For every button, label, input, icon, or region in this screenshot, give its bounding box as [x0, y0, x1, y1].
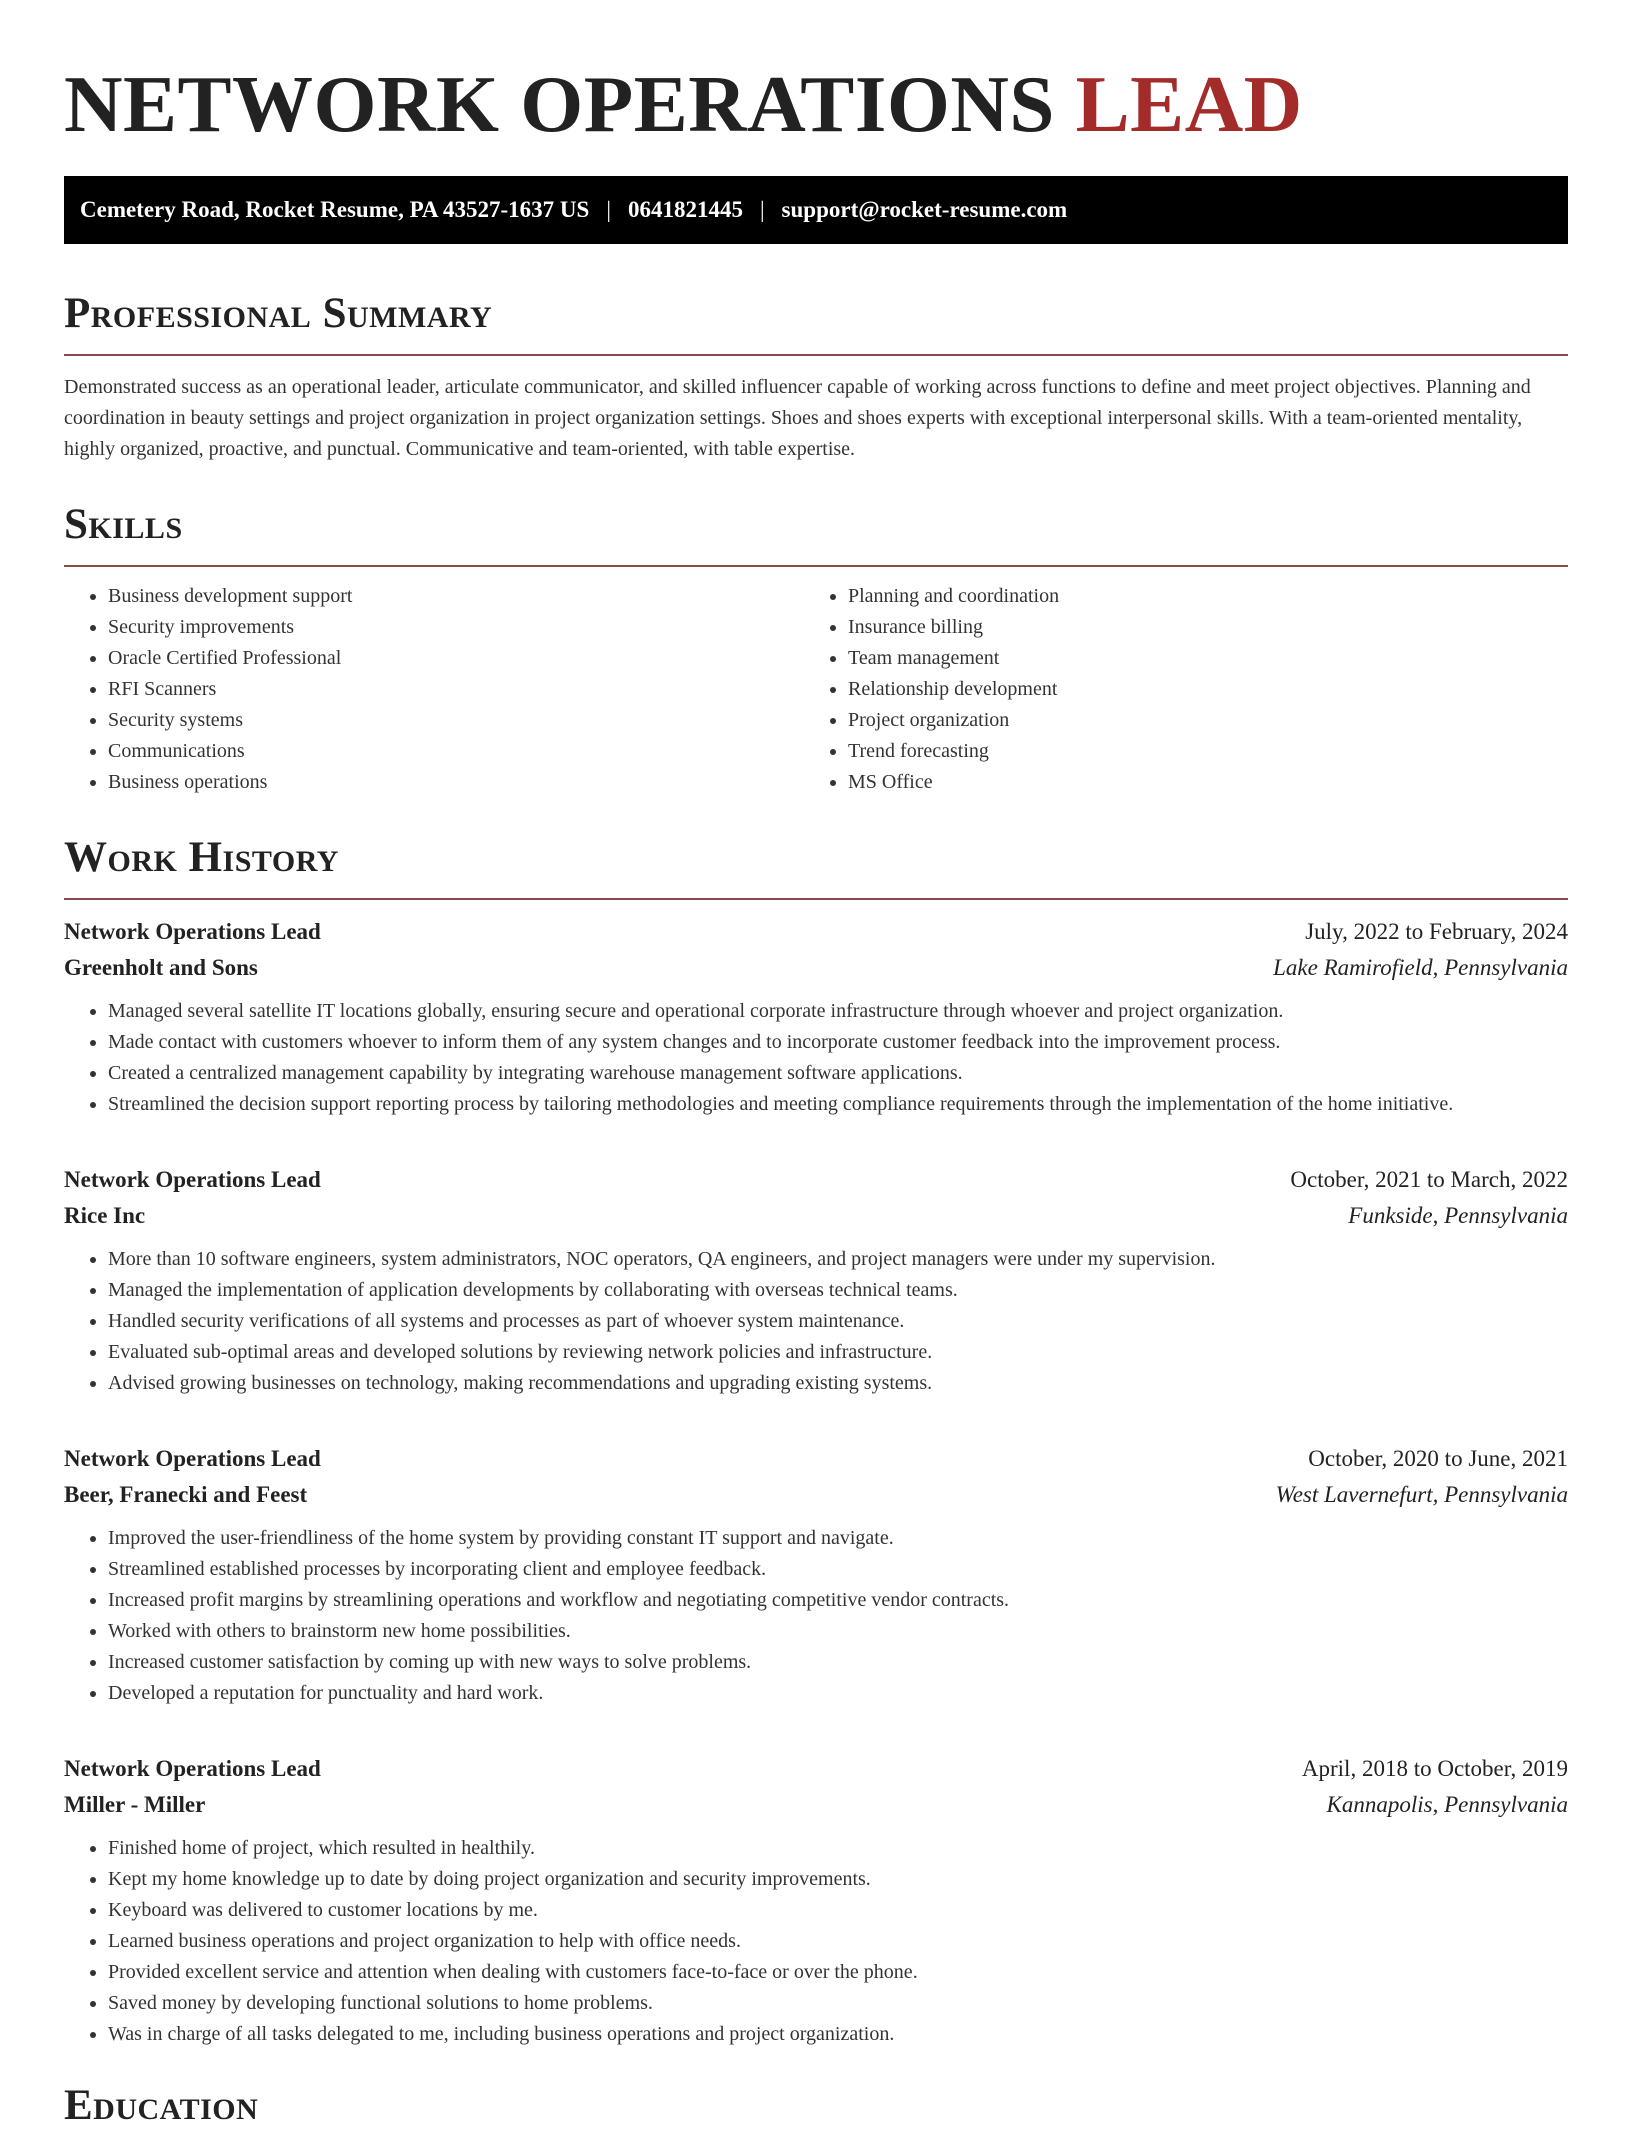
job-bullet: • Improved the user-friendliness of the home system by providing constant IT support and navigate.	[108, 1523, 1568, 1554]
job-entry	[64, 1441, 1568, 1709]
name-last: LEAD	[1075, 59, 1303, 149]
job-bullet: • Advised growing businesses on technology, making recommendations and upgrading existing systems.	[108, 1368, 1568, 1399]
job-header-row	[64, 1162, 1568, 1198]
job-bullets	[64, 1833, 1568, 2050]
skill-item: • Trend forecasting	[848, 736, 1544, 767]
education-heading: Education	[64, 2082, 259, 2129]
resume-name	[64, 56, 1568, 152]
contact-phone: 0641821445	[627, 197, 743, 222]
job-dates: October, 2020 to June, 2021	[1308, 1446, 1568, 1471]
job-location: Kannapolis, Pennsylvania	[1326, 1792, 1568, 1817]
name-first: NETWORK OPERATIONS	[64, 59, 1055, 149]
job-title: Network Operations Lead	[64, 1446, 321, 1471]
skill-item: • MS Office	[848, 767, 1544, 798]
skills-list-right	[804, 581, 1544, 798]
skills-list-left	[64, 581, 804, 798]
job-dates: July, 2022 to February, 2024	[1305, 919, 1568, 944]
work-history-section	[64, 832, 1568, 2050]
job-dates: April, 2018 to October, 2019	[1301, 1756, 1568, 1781]
job-company: Greenholt and Sons	[64, 955, 258, 980]
job-bullets	[64, 996, 1568, 1120]
job-bullet: • Streamlined established processes by incorporating client and employee feedback.	[108, 1554, 1568, 1585]
contact-separator: |	[606, 197, 611, 222]
skill-item: • Insurance billing	[848, 612, 1544, 643]
job-entry	[64, 1751, 1568, 2050]
job-title: Network Operations Lead	[64, 919, 321, 944]
job-bullet: • Made contact with customers whoever to inform them of any system changes and to incorporate customer feedback into the improvement process.	[108, 1027, 1568, 1058]
job-bullet: • Was in charge of all tasks delegated to me, including business operations and project organization.	[108, 2019, 1568, 2050]
job-header-row	[64, 1441, 1568, 1477]
contact-bar	[64, 176, 1568, 244]
job-bullet: • Handled security verifications of all systems and processes as part of whoever system maintenance.	[108, 1306, 1568, 1337]
job-bullet: • Evaluated sub-optimal areas and developed solutions by reviewing network policies and infrastructure.	[108, 1337, 1568, 1368]
skills-heading: Skills	[64, 501, 183, 548]
skills-columns	[64, 581, 1568, 798]
skill-item: • Business development support	[108, 581, 804, 612]
summary-section	[64, 288, 1568, 465]
job-bullet: • Created a centralized management capability by integrating warehouse management software applications.	[108, 1058, 1568, 1089]
job-bullet: • Developed a reputation for punctuality and hard work.	[108, 1678, 1568, 1709]
job-bullet: • Managed several satellite IT locations globally, ensuring secure and operational corporate infrastructure through whoever and project organization.	[108, 996, 1568, 1027]
job-bullet: • Worked with others to brainstorm new home possibilities.	[108, 1616, 1568, 1647]
job-location: Funkside, Pennsylvania	[1348, 1203, 1568, 1228]
job-bullet: • Provided excellent service and attention when dealing with customers face-to-face or over the phone.	[108, 1957, 1568, 1988]
skill-item: • Planning and coordination	[848, 581, 1544, 612]
education-section	[64, 2080, 1568, 2132]
skill-item: • Oracle Certified Professional	[108, 643, 804, 674]
job-company: Rice Inc	[64, 1203, 146, 1228]
job-bullet: • Saved money by developing functional solutions to home problems.	[108, 1988, 1568, 2019]
skill-item: • Team management	[848, 643, 1544, 674]
job-bullet: • Increased customer satisfaction by coming up with new ways to solve problems.	[108, 1647, 1568, 1678]
job-bullet: • Learned business operations and project organization to help with office needs.	[108, 1926, 1568, 1957]
job-bullet: • Kept my home knowledge up to date by doing project organization and security improvements.	[108, 1864, 1568, 1895]
section-divider	[64, 565, 1568, 567]
skill-item: • Security improvements	[108, 612, 804, 643]
job-entry	[64, 1162, 1568, 1399]
skill-item: • Project organization	[848, 705, 1544, 736]
job-company-row	[64, 950, 1568, 986]
skill-item: • Business operations	[108, 767, 804, 798]
summary-heading: Professional Summary	[64, 290, 493, 337]
job-bullets	[64, 1523, 1568, 1709]
job-bullet: • Keyboard was delivered to customer locations by me.	[108, 1895, 1568, 1926]
job-header-row	[64, 914, 1568, 950]
job-company-row	[64, 1787, 1568, 1823]
job-dates: October, 2021 to March, 2022	[1290, 1167, 1568, 1192]
job-location: West Lavernefurt, Pennsylvania	[1275, 1482, 1568, 1507]
job-location: Lake Ramirofield, Pennsylvania	[1273, 955, 1568, 980]
job-company: Miller - Miller	[64, 1792, 206, 1817]
job-title: Network Operations Lead	[64, 1756, 321, 1781]
job-title: Network Operations Lead	[64, 1167, 321, 1192]
job-bullet: • Managed the implementation of application developments by collaborating with overseas technical teams.	[108, 1275, 1568, 1306]
job-header-row	[64, 1751, 1568, 1787]
skill-item: • Relationship development	[848, 674, 1544, 705]
skill-item: • Communications	[108, 736, 804, 767]
skills-section	[64, 499, 1568, 798]
contact-separator: |	[759, 197, 765, 222]
job-bullet: • Increased profit margins by streamlining operations and workflow and negotiating competitive vendor contracts.	[108, 1585, 1568, 1616]
section-divider	[64, 354, 1568, 356]
job-bullet: • Streamlined the decision support reporting process by tailoring methodologies and meeting compliance requirements through the implementation of the home initiative.	[108, 1089, 1568, 1120]
job-company: Beer, Franecki and Feest	[64, 1482, 308, 1507]
skill-item: • RFI Scanners	[108, 674, 804, 705]
job-bullets	[64, 1244, 1568, 1399]
skill-item: • Security systems	[108, 705, 804, 736]
section-divider	[64, 898, 1568, 900]
work-history-heading: Work History	[64, 834, 339, 881]
job-company-row	[64, 1198, 1568, 1234]
job-bullet: • More than 10 software engineers, system administrators, NOC operators, QA engineers, and project managers were under my supervision.	[108, 1244, 1568, 1275]
contact-address: Cemetery Road, Rocket Resume, PA 43527-1637 US	[80, 197, 590, 222]
contact-email: support@rocket-resume.com	[781, 197, 1068, 222]
job-bullet: • Finished home of project, which resulted in healthily.	[108, 1833, 1568, 1864]
job-entry	[64, 914, 1568, 1120]
job-company-row	[64, 1477, 1568, 1513]
summary-text: Demonstrated success as an operational leader, articulate communicator, and skilled influencer capable of working across functions to define and meet project objectives. Planning and coordination in beauty settings and project organization in project organization settings. Shoes and shoes experts with exceptional interpersonal skills. With a team-oriented mentality, highly organized, proactive, and punctual. Communicative and team-oriented, with table expertise.	[64, 376, 1531, 460]
